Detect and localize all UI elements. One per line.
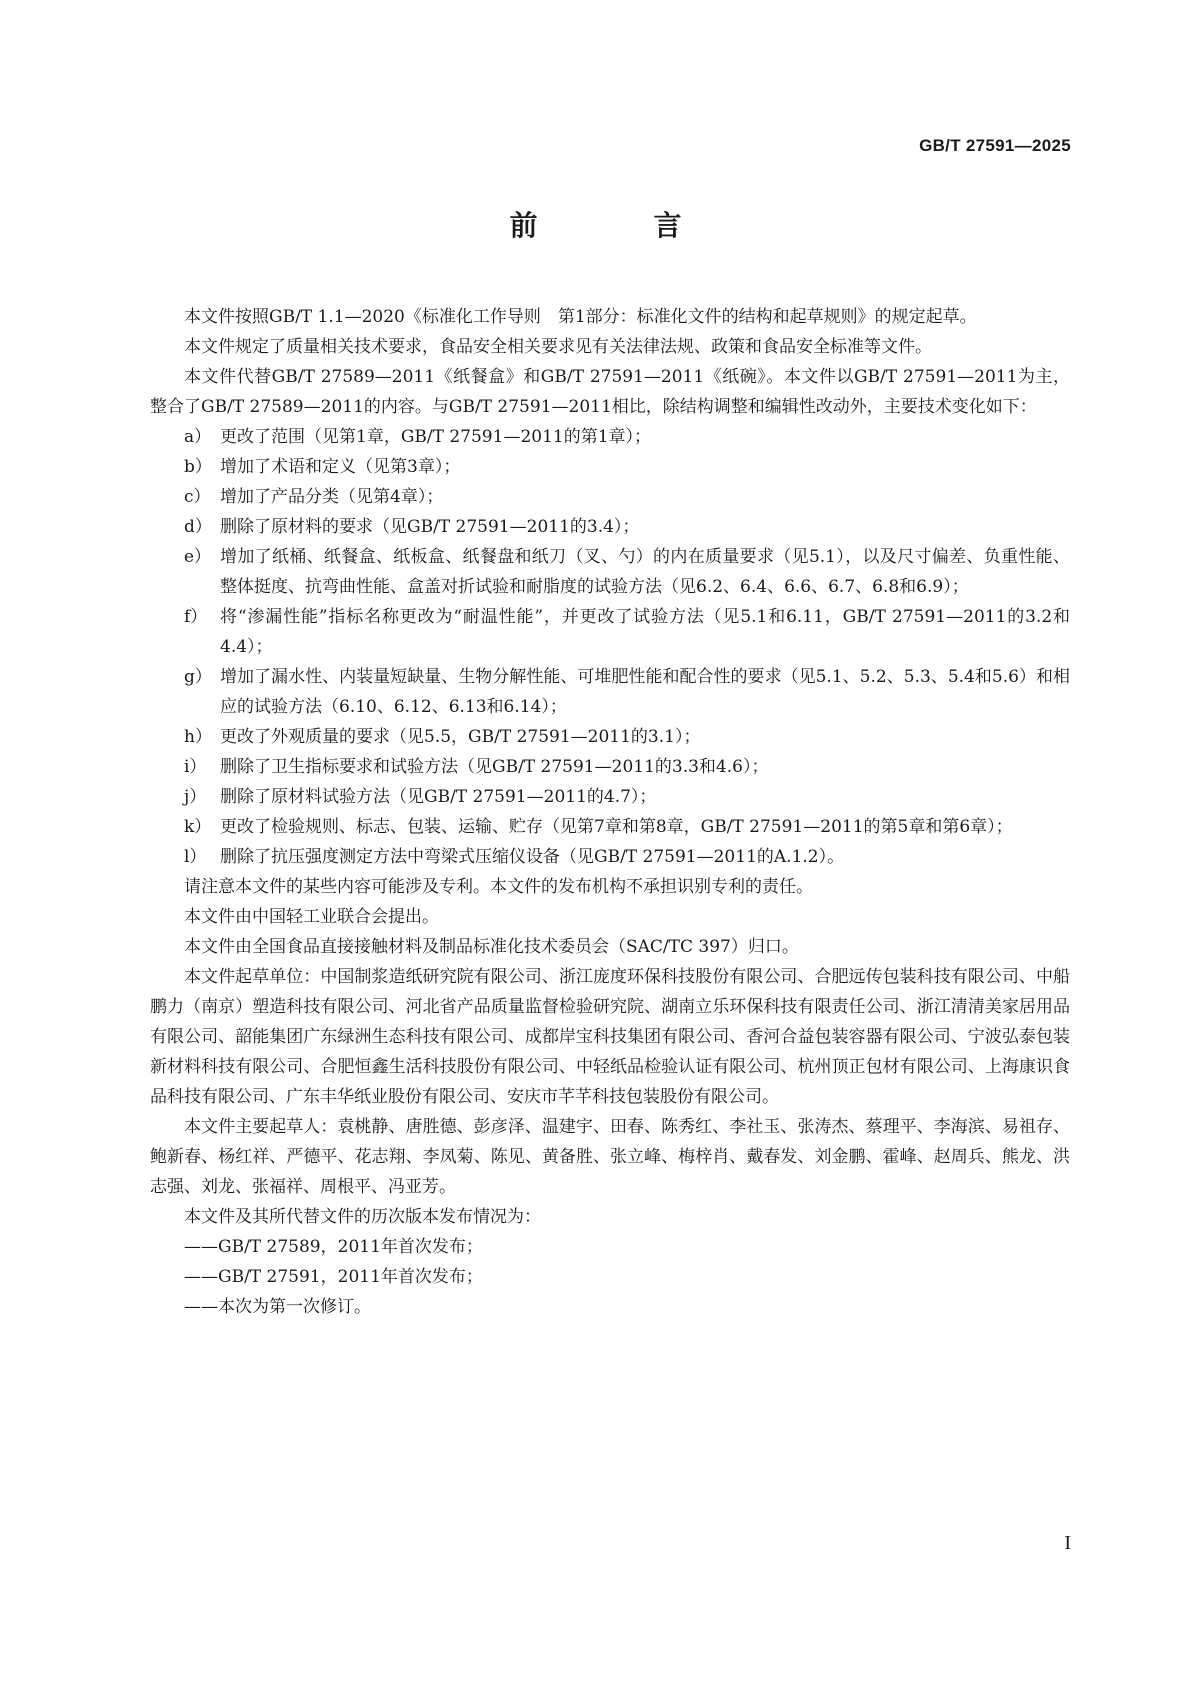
drafters-paragraph: 本文件主要起草人：袁桃静、唐胜德、彭彦泽、温建宇、田春、陈秀红、李社玉、张涛杰、蔡理平、李海滨、易祖存、鲍新春、杨红祥、严德平、花志翔、李凤菊、陈见、黄备胜、张立峰、梅梓肖、戴春发、刘金鹏、霍峰、赵周兵、熊龙、洪志强、刘龙、张福祥、周根平、冯亚芳。	[150, 1117, 1070, 1197]
list-item	[150, 722, 1070, 752]
list-item-text: 删除了原材料的要求（见GB/T 27591—2011的3.4）；	[220, 517, 640, 537]
list-marker: a）	[184, 427, 212, 447]
proposer-paragraph: 本文件由中国轻工业联合会提出。	[184, 907, 439, 927]
document-body	[150, 302, 1070, 1322]
list-item-text: 删除了抗压强度测定方法中弯梁式压缩仪设备（见GB/T 27591—2011的A.1.2）。	[220, 847, 845, 867]
list-item	[150, 422, 1070, 452]
list-item	[150, 542, 1070, 602]
page-title: 前 言	[509, 209, 726, 242]
list-marker: b）	[184, 457, 212, 477]
list-item-text: 增加了产品分类（见第4章）；	[220, 487, 444, 507]
patent-notice: 请注意本文件的某些内容可能涉及专利。本文件的发布机构不承担识别专利的责任。	[184, 877, 813, 897]
page-number: I	[1064, 1532, 1071, 1554]
technical-changes-list	[150, 422, 1070, 872]
history-intro-paragraph: 本文件及其所代替文件的历次版本发布情况为：	[184, 1207, 541, 1227]
version-history-list	[150, 1232, 1070, 1322]
list-item-text: 将“渗漏性能”指标名称更改为“耐温性能”，并更改了试验方法（见5.1和6.11，GB/T 27591—2011的3.2和4.4）；	[220, 607, 1070, 657]
history-item: ——GB/T 27589，2011年首次发布；	[184, 1237, 483, 1257]
list-marker: d）	[184, 517, 212, 537]
list-marker: e）	[184, 547, 212, 567]
list-item	[150, 482, 1070, 512]
intro-paragraph: 本文件按照GB/T 1.1—2020《标准化工作导则 第1部分：标准化文件的结构和起草规则》的规定起草。	[184, 307, 977, 327]
list-item-text: 增加了漏水性、内装量短缺量、生物分解性能、可堆肥性能和配合性的要求（见5.1、5.2、5.3、5.4和5.6）和相应的试验方法（6.10、6.12、6.13和6.14）；	[220, 667, 1070, 717]
list-marker: c）	[184, 487, 211, 507]
intro-paragraph: 本文件规定了质量相关技术要求，食品安全相关要求见有关法律法规、政策和食品安全标准等文件。	[184, 337, 932, 357]
history-item: ——GB/T 27591，2011年首次发布；	[184, 1267, 483, 1287]
list-item	[150, 812, 1070, 842]
list-item	[150, 602, 1070, 662]
list-marker: j）	[184, 787, 207, 807]
list-item	[150, 782, 1070, 812]
list-marker: g）	[184, 667, 212, 687]
list-item-text: 更改了检验规则、标志、包装、运输、贮存（见第7章和第8章，GB/T 27591—2011的第5章和第6章）；	[220, 817, 1013, 837]
list-marker: i）	[184, 757, 207, 777]
drafting-units-paragraph: 本文件起草单位：中国制浆造纸研究院有限公司、浙江庞度环保科技股份有限公司、合肥远传包装科技有限公司、中船鹏力（南京）塑造科技有限公司、河北省产品质量监督检验研究院、湖南立乐环保科技有限责任公司、浙江清清美家居用品有限公司、韶能集团广东绿洲生态科技有限公司、成都岸宝科技集团有限公司、香河合益包装容器有限公司、宁波弘泰包装新材料科技有限公司、合肥恒鑫生活科技股份有限公司、中轻纸品检验认证有限公司、杭州顶正包材有限公司、上海康识食品科技有限公司、广东丰华纸业股份有限公司、安庆市芊芊科技包装股份有限公司。	[150, 967, 1070, 1107]
list-marker: h）	[184, 727, 212, 747]
standard-number: GB/T 27591—2025	[919, 136, 1071, 155]
list-item-text: 更改了外观质量的要求（见5.5，GB/T 27591—2011的3.1）；	[220, 727, 701, 747]
list-item	[150, 842, 1070, 872]
committee-paragraph: 本文件由全国食品直接接触材料及制品标准化技术委员会（SAC/TC 397）归口。	[184, 937, 799, 957]
list-marker: l）	[184, 847, 207, 867]
intro-paragraph: 本文件代替GB/T 27589—2011《纸餐盒》和GB/T 27591—2011《纸碗》。本文件以GB/T 27591—2011为主，整合了GB/T 27589—2011的内容。与GB/T 27591—2011相比，除结构调整和编辑性改动外，主要技术变化如下：	[150, 367, 1070, 417]
list-item	[150, 452, 1070, 482]
list-item-text: 增加了纸桶、纸餐盒、纸板盒、纸餐盘和纸刀（叉、勺）的内在质量要求（见5.1），以及尺寸偏差、负重性能、整体挺度、抗弯曲性能、盒盖对折试验和耐脂度的试验方法（见6.2、6.4、6.6、6.7、6.8和6.9）；	[220, 547, 1070, 597]
list-marker: k）	[184, 817, 212, 837]
list-item	[150, 662, 1070, 722]
list-item	[150, 752, 1070, 782]
list-item	[150, 512, 1070, 542]
list-item-text: 增加了术语和定义（见第3章）；	[220, 457, 461, 477]
list-item-text: 更改了范围（见第1章，GB/T 27591—2011的第1章）；	[220, 427, 652, 447]
list-item-text: 删除了原材料试验方法（见GB/T 27591—2011的4.7）；	[220, 787, 657, 807]
list-marker: f）	[184, 607, 208, 627]
list-item-text: 删除了卫生指标要求和试验方法（见GB/T 27591—2011的3.3和4.6）；	[220, 757, 769, 777]
history-item: ——本次为第一次修订。	[184, 1297, 371, 1317]
